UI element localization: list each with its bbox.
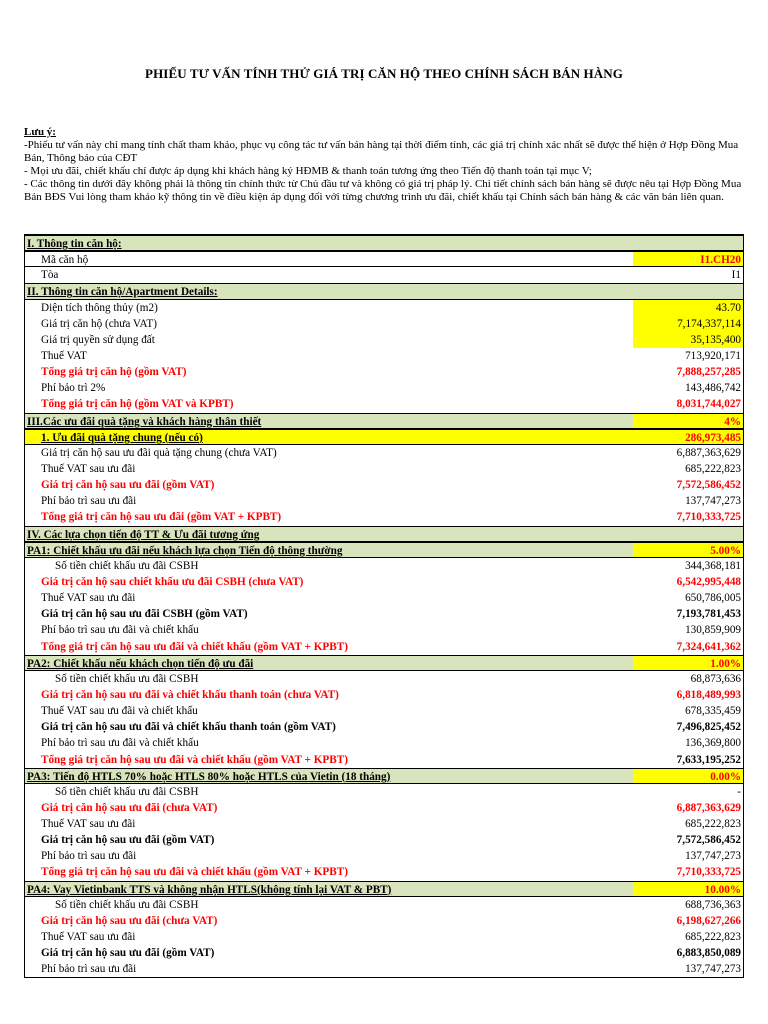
section-label: II. Thông tin căn hộ/Apartment Details: (27, 286, 218, 299)
section-label: III.Các ưu đãi quà tặng và khách hàng thân thiết (27, 415, 262, 428)
pa1-row (25, 558, 743, 574)
gift-row (25, 445, 743, 461)
pa1-row-label: Thuế VAT sau ưu đãi (41, 592, 136, 605)
pa4-pct-cell (633, 882, 743, 896)
gift-general-value: 286,973,485 (685, 431, 741, 444)
pa1-row-value: 130,859,909 (685, 624, 741, 637)
gift-row (25, 477, 743, 493)
pa2-row (25, 719, 743, 735)
pa2-label: PA2: Chiết khấu nếu khách chọn tiến độ ưu đãi (27, 657, 254, 670)
detail-row-area (25, 300, 743, 316)
gift-row-value: 7,572,586,452 (676, 479, 741, 492)
gift-row (25, 461, 743, 477)
detail-row-maintenance (25, 380, 743, 396)
pa1-header (25, 542, 743, 558)
pa4-label: PA4: Vay Vietinbank TTS và không nhận HTLS(không tính lại VAT & PBT) (27, 883, 392, 896)
pa2-row (25, 735, 743, 751)
pa2-row-value: 6,818,489,993 (676, 688, 741, 701)
detail-value-cell (633, 300, 743, 316)
note-line-3: - Các thông tin dưới đây không phải là thông tin chính thức từ Chủ đầu tư và không có giá trị pháp lý. Chi tiết chính sách bán hàng sẽ được nêu tại Hợp Đồng Mua Bán BĐS Vui lòng tham khảo kỹ thông tin về điều kiện áp dụng đối với từng chương trình ưu đãi, chiết khấu tại Chính sách bán hàng & các văn bản liên quan. (24, 178, 742, 203)
detail-row-total-vat (25, 364, 743, 380)
pa4-row-value: 688,736,363 (685, 898, 741, 911)
pa1-row (25, 622, 743, 638)
pa1-row (25, 574, 743, 590)
section-label: IV. Các lựa chọn tiến độ TT & Ưu đãi tương ứng (27, 528, 260, 541)
gift-general-row (25, 429, 743, 445)
pa2-header (25, 655, 743, 671)
pa2-row-label: Số tiền chiết khấu ưu đãi CSBH (55, 672, 199, 685)
detail-value: 35,135,400 (690, 333, 741, 346)
gift-row-value: 137,747,273 (685, 495, 741, 508)
pa2-row (25, 703, 743, 719)
detail-row-grand-total (25, 396, 743, 412)
pa1-row-label: Giá trị căn hộ sau chiết khấu ưu đãi CSBH (chưa VAT) (41, 575, 304, 588)
section-payment-options-header (25, 526, 743, 542)
pa2-row-label: Phí bảo trì sau ưu đãi và chiết khấu (41, 737, 199, 750)
pa1-row-value: 7,324,641,362 (676, 640, 741, 653)
pa2-row-label: Tổng giá trị căn hộ sau ưu đãi và chiết khấu (gồm VAT + KPBT) (41, 753, 348, 766)
pa4-row (25, 961, 743, 977)
section-apartment-details-header (25, 283, 743, 299)
notes-block (24, 126, 754, 204)
pa3-row-value: 685,222,823 (685, 818, 741, 831)
pa2-row (25, 671, 743, 687)
pa3-row-label: Tổng giá trị căn hộ sau ưu đãi và chiết khấu (gồm VAT + KPBT) (41, 866, 348, 879)
pa3-row (25, 784, 743, 800)
gift-general-label: 1. Ưu đãi quà tặng chung (nếu có) (41, 431, 203, 444)
gift-row-label: Giá trị căn hộ sau ưu đãi (gồm VAT) (41, 479, 215, 492)
notes-heading: Lưu ý: (24, 126, 56, 138)
detail-label: Thuế VAT (41, 349, 87, 362)
pa4-row-value: 137,747,273 (685, 963, 741, 976)
pa4-row-label: Phí bảo trì sau ưu đãi (41, 963, 137, 976)
detail-label: Giá trị căn hộ (chưa VAT) (41, 317, 157, 330)
pa1-label: PA1: Chiết khấu ưu đãi nếu khách lựa chọn Tiến độ thông thường (27, 544, 343, 557)
pa3-row-value: 7,572,586,452 (676, 834, 741, 847)
gift-row-label: Thuế VAT sau ưu đãi (41, 462, 136, 475)
pa3-row-label: Thuế VAT sau ưu đãi (41, 818, 136, 831)
pa4-row-value: 6,883,850,089 (676, 947, 741, 960)
pa1-row-label: Phí bảo trì sau ưu đãi và chiết khấu (41, 624, 199, 637)
pa4-pct: 10.00% (704, 883, 741, 896)
section-label: I. Thông tin căn hộ: (27, 238, 122, 250)
gift-row-label: Phí bảo trì sau ưu đãi (41, 495, 137, 508)
detail-value: 143,486,742 (685, 382, 741, 395)
pa2-pct-cell (633, 656, 743, 670)
gift-row (25, 493, 743, 509)
pa2-pct: 1.00% (710, 657, 741, 670)
pa2-row (25, 687, 743, 703)
pa2-row-value: 68,873,636 (690, 672, 741, 685)
pa3-row-label: Giá trị căn hộ sau ưu đãi (chưa VAT) (41, 801, 218, 814)
gift-row-value: 6,887,363,629 (676, 446, 741, 459)
pa3-row (25, 832, 743, 848)
pa4-row-label: Giá trị căn hộ sau ưu đãi (gồm VAT) (41, 947, 215, 960)
detail-value-cell (633, 332, 743, 348)
pa3-pct-cell (633, 769, 743, 783)
pa4-row-label: Giá trị căn hộ sau ưu đãi (chưa VAT) (41, 914, 218, 927)
detail-row-vat (25, 348, 743, 364)
detail-label: Tổng giá trị căn hộ (gồm VAT) (41, 366, 187, 379)
pa3-row-value: 7,710,333,725 (676, 866, 741, 879)
pa3-label: PA3: Tiến độ HTLS 70% hoặc HTLS 80% hoặc HTLS của Vietin (18 tháng) (27, 770, 391, 783)
building-label: Tòa (41, 269, 59, 282)
pa1-row-label: Số tiền chiết khấu ưu đãi CSBH (55, 559, 199, 572)
note-line-1: -Phiếu tư vấn này chỉ mang tính chất tham khảo, phục vụ công tác tư vấn bán hàng tại thời điểm tính, các giá trị chính xác nhất sẽ được thể hiện ở Hợp Đồng Mua Bán, Thông báo của CĐT (24, 139, 739, 164)
pa3-row-label: Giá trị căn hộ sau ưu đãi (gồm VAT) (41, 834, 215, 847)
building-value: I1 (731, 269, 741, 282)
detail-value: 7,888,257,285 (676, 366, 741, 379)
apartment-code-value-cell (633, 252, 743, 266)
pa4-row-label: Số tiền chiết khấu ưu đãi CSBH (55, 898, 199, 911)
detail-value: 43.70 (715, 301, 741, 314)
pa3-row (25, 800, 743, 816)
pa4-row-label: Thuế VAT sau ưu đãi (41, 931, 136, 944)
pa4-row-value: 685,222,823 (685, 931, 741, 944)
pa2-row (25, 752, 743, 768)
pa3-row (25, 816, 743, 832)
apartment-code-value: I1.CH20 (700, 254, 741, 267)
gift-row-label: Tổng giá trị căn hộ sau ưu đãi (gồm VAT + KPBT) (41, 511, 282, 524)
pa4-row-value: 6,198,627,266 (676, 914, 741, 927)
price-table (24, 234, 744, 978)
gift-row-value: 685,222,823 (685, 462, 741, 475)
apartment-code-row (25, 251, 743, 267)
detail-label: Tổng giá trị căn hộ (gồm VAT và KPBT) (41, 398, 234, 411)
detail-value: 713,920,171 (685, 349, 741, 362)
pa1-row-label: Giá trị căn hộ sau ưu đãi CSBH (gồm VAT) (41, 608, 248, 621)
gift-row-value: 7,710,333,725 (676, 511, 741, 524)
pa1-pct: 5.00% (710, 544, 741, 557)
pa1-row-value: 7,193,781,453 (676, 608, 741, 621)
pa1-row-value: 650,786,005 (685, 592, 741, 605)
detail-label: Giá trị quyền sử dụng đất (41, 333, 155, 346)
pa3-row (25, 848, 743, 864)
pa4-row (25, 945, 743, 961)
detail-row-price (25, 316, 743, 332)
pa1-row-label: Tổng giá trị căn hộ sau ưu đãi và chiết khấu (gồm VAT + KPBT) (41, 640, 348, 653)
pa3-row-value: 137,747,273 (685, 850, 741, 863)
pa3-row-label: Phí bảo trì sau ưu đãi (41, 850, 137, 863)
pa2-row-label: Thuế VAT sau ưu đãi và chiết khấu (41, 705, 198, 718)
pa1-row (25, 606, 743, 622)
pa3-row-value: 6,887,363,629 (676, 801, 741, 814)
pa2-row-value: 7,633,195,252 (676, 753, 741, 766)
gifts-pct-value: 4% (724, 415, 741, 428)
pa1-row-value: 344,368,181 (685, 559, 741, 572)
page-title: PHIẾU TƯ VẤN TÍNH THỬ GIÁ TRỊ CĂN HỘ THEO CHÍNH SÁCH BÁN HÀNG (145, 66, 623, 81)
detail-value-cell (633, 316, 743, 332)
pa4-row (25, 897, 743, 913)
detail-row-land (25, 332, 743, 348)
gift-row-label: Giá trị căn hộ sau ưu đãi quà tặng chung (chưa VAT) (41, 446, 277, 459)
pa4-row (25, 913, 743, 929)
detail-label: Phí bảo trì 2% (41, 382, 106, 395)
pa4-header (25, 881, 743, 897)
pa3-row-label: Số tiền chiết khấu ưu đãi CSBH (55, 785, 199, 798)
building-row (25, 267, 743, 283)
detail-value: 7,174,337,114 (677, 317, 741, 330)
pa1-row (25, 590, 743, 606)
section-gifts-header (25, 413, 743, 429)
pa3-row-value: - (737, 785, 741, 798)
note-line-2: - Mọi ưu đãi, chiết khấu chỉ được áp dụng khi khách hàng ký HĐMB & thanh toán tương ứng theo Tiến độ thanh toán tại mục V; (24, 165, 592, 177)
pa2-row-value: 678,335,459 (685, 705, 741, 718)
pa3-header (25, 768, 743, 784)
pa2-row-label: Giá trị căn hộ sau ưu đãi và chiết khấu thanh toán (chưa VAT) (41, 688, 339, 701)
detail-value: 8,031,744,027 (676, 398, 741, 411)
gifts-pct-cell (633, 414, 743, 428)
gift-row (25, 509, 743, 525)
pa2-row-value: 7,496,825,452 (676, 721, 741, 734)
pa2-row-value: 136,369,800 (685, 737, 741, 750)
detail-label: Diện tích thông thủy (m2) (41, 301, 158, 314)
pa1-row-value: 6,542,995,448 (676, 575, 741, 588)
pa1-row (25, 639, 743, 655)
pa3-pct: 0.00% (710, 770, 741, 783)
section-apartment-info-header (25, 235, 743, 251)
pa1-pct-cell (633, 543, 743, 557)
pa2-row-label: Giá trị căn hộ sau ưu đãi và chiết khấu thanh toán (gồm VAT) (41, 721, 336, 734)
pa3-row (25, 864, 743, 880)
pa4-row (25, 929, 743, 945)
apartment-code-label: Mã căn hộ (41, 254, 89, 267)
